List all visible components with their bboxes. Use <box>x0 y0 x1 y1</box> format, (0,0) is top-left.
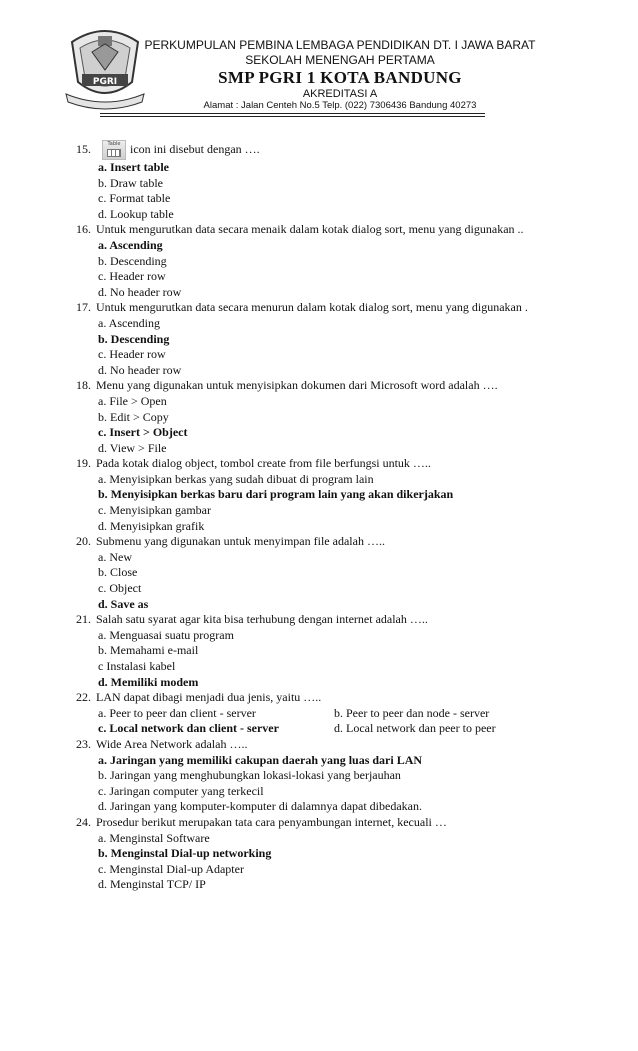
question-number: 24. <box>76 814 91 829</box>
question-item <box>76 456 616 534</box>
question-item <box>76 222 616 300</box>
question-text: Salah satu syarat agar kita bisa terhubung dengan internet adalah ….. <box>96 612 428 627</box>
answer-option: c. Header row <box>98 269 166 284</box>
question-text: Untuk mengurutkan data secara menaik dalam kotak dialog sort, menu yang digunakan .. <box>96 222 524 237</box>
answer-option: a. Menyisipkan berkas yang sudah dibuat di program lain <box>98 471 374 486</box>
question-stem <box>76 815 616 831</box>
question-item <box>76 690 616 737</box>
table-icon <box>102 140 126 160</box>
answer-option: d. No header row <box>98 362 182 377</box>
answer-option: c. Format table <box>98 191 171 206</box>
option-row <box>76 706 616 722</box>
answer-option: b. Close <box>98 565 138 580</box>
question-text: Prosedur berikut merupakan tata cara penyambungan internet, kecuali … <box>96 814 447 829</box>
pgri-logo <box>62 22 148 110</box>
answer-option: b. Menginstal Dial-up networking <box>98 846 272 861</box>
question-item <box>76 737 616 815</box>
answer-option: c. Header row <box>98 347 166 362</box>
answer-option: a. Jaringan yang memiliki cakupan daerah yang luas dari LAN <box>98 752 423 767</box>
answer-option: c. Menyisipkan gambar <box>98 503 211 518</box>
option-row <box>76 721 616 737</box>
question-stem <box>76 378 616 394</box>
letterhead <box>0 0 638 118</box>
answer-option: c. Menginstal Dial-up Adapter <box>98 861 244 876</box>
answer-option: a. Ascending <box>98 315 160 330</box>
answer-option: a. Menguasai suatu program <box>98 627 234 642</box>
answer-option: a. File > Open <box>98 393 167 408</box>
answer-option: c. Insert > Object <box>98 425 188 440</box>
answer-option: a. Insert table <box>98 160 169 174</box>
question-stem <box>76 300 616 316</box>
answer-option: b. Descending <box>98 253 167 268</box>
question-stem <box>76 456 616 472</box>
question-number: 17. <box>76 300 91 315</box>
org-name: PERKUMPULAN PEMBINA LEMBAGA PENDIDIKAN DT. I JAWA BARAT <box>144 38 536 52</box>
answer-option: d. Memiliki modem <box>98 674 199 689</box>
question-text: Untuk mengurutkan data secara menurun dalam kotak dialog sort, menu yang digunakan . <box>96 300 528 315</box>
question-text: Submenu yang digunakan untuk menyimpan file adalah ….. <box>96 534 385 549</box>
question-text: Wide Area Network adalah ….. <box>96 736 248 751</box>
answer-option: b. Draw table <box>98 175 163 190</box>
answer-option: b. Peer to peer dan node - server <box>334 705 490 720</box>
logo-text: PGRI <box>92 77 118 87</box>
answer-option: d. Menginstal TCP/ IP <box>98 877 206 892</box>
question-list <box>76 140 616 893</box>
question-number: 15. <box>76 141 91 156</box>
address: Alamat : Jalan Centeh No.5 Telp. (022) 7306436 Bandung 40273 <box>203 100 477 111</box>
question-number: 16. <box>76 222 91 237</box>
question-item <box>76 612 616 690</box>
answer-option: c. Local network dan client - server <box>98 721 279 736</box>
accreditation: AKREDITASI A <box>302 88 378 100</box>
question-text: LAN dapat dibagi menjadi dua jenis, yaitu ….. <box>96 690 322 705</box>
answer-option: c Instalasi kabel <box>98 659 176 673</box>
answer-option: b. Edit > Copy <box>98 409 169 424</box>
answer-option: a. Peer to peer dan client - server <box>98 705 256 720</box>
answer-option: d. Jaringan yang komputer-komputer di dalamnya dapat dibedakan. <box>98 799 422 814</box>
question-text: Menu yang digunakan untuk menyisipkan dokumen dari Microsoft word adalah …. <box>96 378 498 393</box>
question-text: Pada kotak dialog object, tombol create from file berfungsi untuk ….. <box>96 456 431 471</box>
answer-option: c. Jaringan computer yang terkecil <box>98 783 264 798</box>
answer-option: c. Object <box>98 581 142 596</box>
question-item <box>76 300 616 378</box>
answer-option: d. No header row <box>98 284 182 299</box>
question-stem <box>76 140 616 160</box>
question-item <box>76 140 616 222</box>
answer-option: b. Jaringan yang menghubungkan lokasi-lokasi yang berjauhan <box>98 768 401 783</box>
answer-option: b. Menyisipkan berkas baru dari program lain yang akan dikerjakan <box>98 487 454 502</box>
question-stem <box>76 534 616 550</box>
question-number: 20. <box>76 534 91 549</box>
answer-option: b. Descending <box>98 331 170 346</box>
school-name: SMP PGRI 1 KOTA BANDUNG <box>218 68 462 87</box>
question-item <box>76 378 616 456</box>
answer-option: d. View > File <box>98 440 167 455</box>
answer-option: d. Local network dan peer to peer <box>334 721 496 736</box>
answer-option: a. Ascending <box>98 237 163 252</box>
question-number: 21. <box>76 612 91 627</box>
header-rule-2 <box>100 116 485 117</box>
question-stem <box>76 737 616 753</box>
answer-option: d. Save as <box>98 596 149 611</box>
question-number: 22. <box>76 690 91 705</box>
answer-option: a. Menginstal Software <box>98 830 210 845</box>
answer-option: b. Memahami e-mail <box>98 643 199 658</box>
answer-option: a. New <box>98 549 132 564</box>
question-item <box>76 815 616 893</box>
question-item <box>76 534 616 612</box>
question-stem <box>76 612 616 628</box>
answer-option: d. Lookup table <box>98 206 174 221</box>
question-number: 18. <box>76 378 91 393</box>
school-level: SEKOLAH MENENGAH PERTAMA <box>245 53 435 67</box>
header-rule <box>100 113 485 114</box>
table-icon-label: Table <box>107 141 121 147</box>
question-number: 19. <box>76 456 91 471</box>
question-number: 23. <box>76 736 91 751</box>
question-stem <box>76 222 616 238</box>
question-text: icon ini disebut dengan …. <box>130 141 260 156</box>
answer-option: d. Menyisipkan grafik <box>98 518 205 533</box>
question-stem <box>76 690 616 706</box>
